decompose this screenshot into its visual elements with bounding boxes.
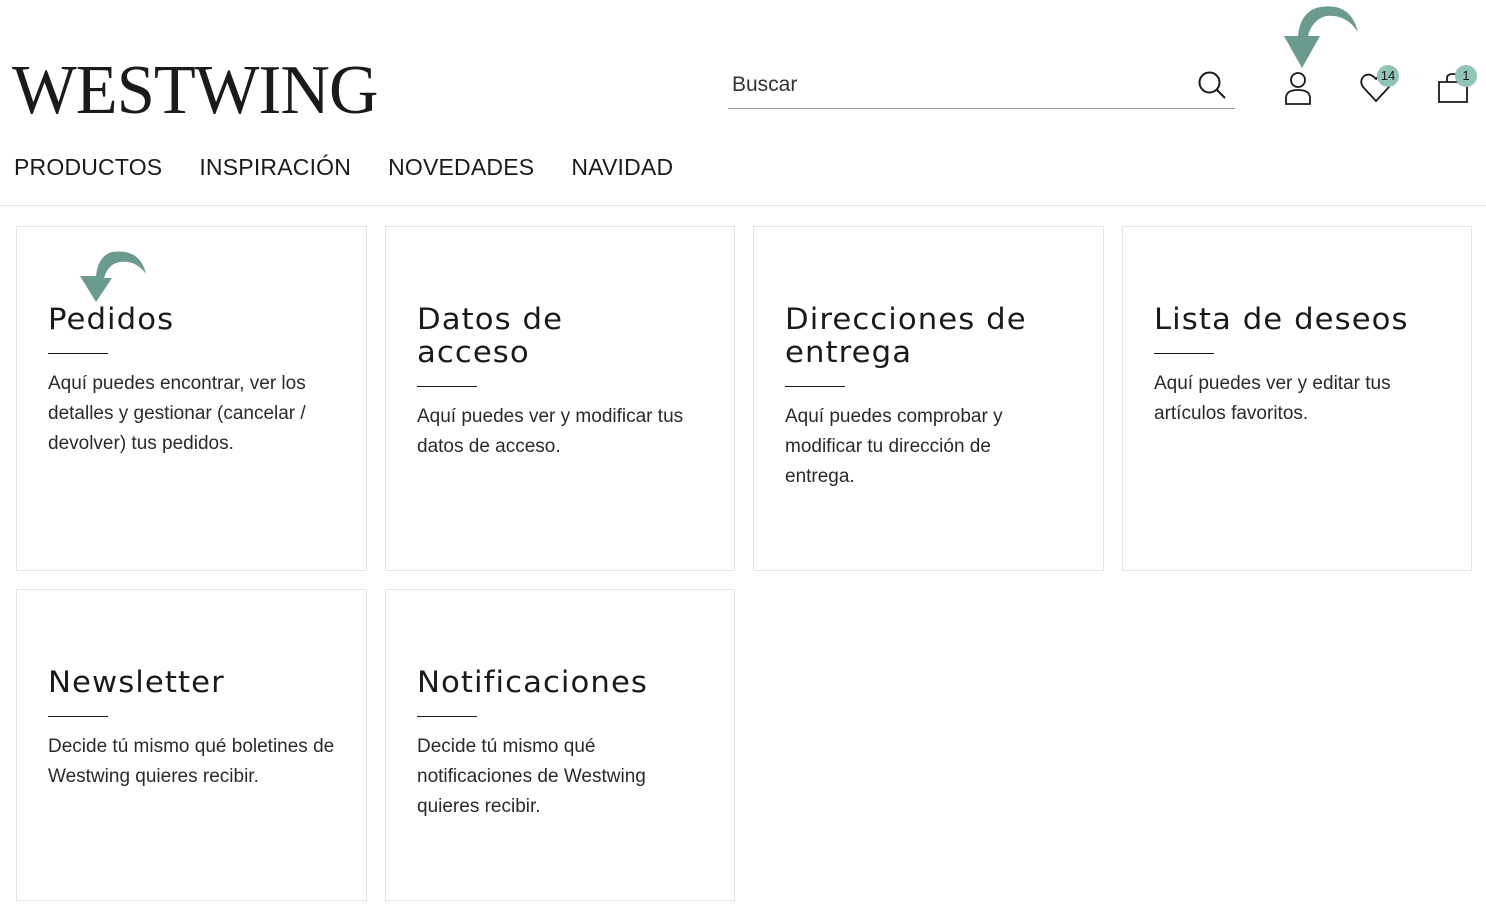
nav-navidad[interactable]: NAVIDAD — [571, 154, 674, 180]
main-nav — [14, 154, 710, 181]
card-title: Pedidos — [48, 302, 175, 336]
card-newsletter[interactable] — [16, 589, 367, 901]
card-pedidos[interactable] — [16, 226, 367, 571]
card-description: Aquí puedes comprobar y modificar tu dirección de entrega. — [785, 406, 1003, 487]
card-title: Newsletter — [48, 665, 225, 699]
search-input[interactable] — [732, 70, 1182, 100]
card-title: Notificaciones — [417, 665, 648, 699]
card-divider — [417, 716, 477, 717]
site-header — [0, 0, 1486, 206]
curved-arrow-icon — [76, 248, 148, 306]
card-description: Aquí puedes encontrar, ver los detalles y gestionar (cancelar / devolver) tus pedidos. — [48, 373, 306, 454]
card-divider — [1154, 353, 1214, 354]
card-divider — [785, 386, 845, 387]
nav-novedades[interactable]: NOVEDADES — [388, 154, 535, 180]
card-divider — [48, 716, 108, 717]
card-notificaciones[interactable] — [385, 589, 735, 901]
card-description: Aquí puedes ver y modificar tus datos de acceso. — [417, 406, 684, 457]
card-title: Direcciones de entrega — [785, 302, 1027, 369]
card-divider — [48, 353, 108, 354]
card-description: Decide tú mismo qué boletines de Westwing quieres recibir. — [48, 736, 335, 787]
search-bar — [728, 62, 1235, 109]
user-icon[interactable] — [1281, 70, 1315, 106]
card-divider — [417, 386, 477, 387]
card-description: Decide tú mismo qué notificaciones de Westwing quieres recibir. — [417, 736, 646, 817]
card-description: Aquí puedes ver y editar tus artículos favoritos. — [1154, 373, 1391, 424]
wishlist-count-badge: 14 — [1377, 65, 1399, 87]
nav-inspiracion[interactable]: INSPIRACIÓN — [199, 154, 352, 180]
search-icon[interactable] — [1197, 70, 1227, 100]
card-title: Lista de deseos — [1154, 302, 1409, 336]
cart-count-badge: 1 — [1455, 65, 1477, 87]
westwing-logo[interactable]: WESTWING — [12, 52, 378, 129]
card-datos-de-acceso[interactable] — [385, 226, 735, 571]
card-title: Datos de acceso — [417, 302, 564, 369]
card-lista-de-deseos[interactable] — [1122, 226, 1472, 571]
card-direcciones-de-entrega[interactable] — [753, 226, 1104, 571]
nav-productos[interactable]: PRODUCTOS — [14, 154, 163, 180]
curved-arrow-icon — [1272, 2, 1362, 70]
